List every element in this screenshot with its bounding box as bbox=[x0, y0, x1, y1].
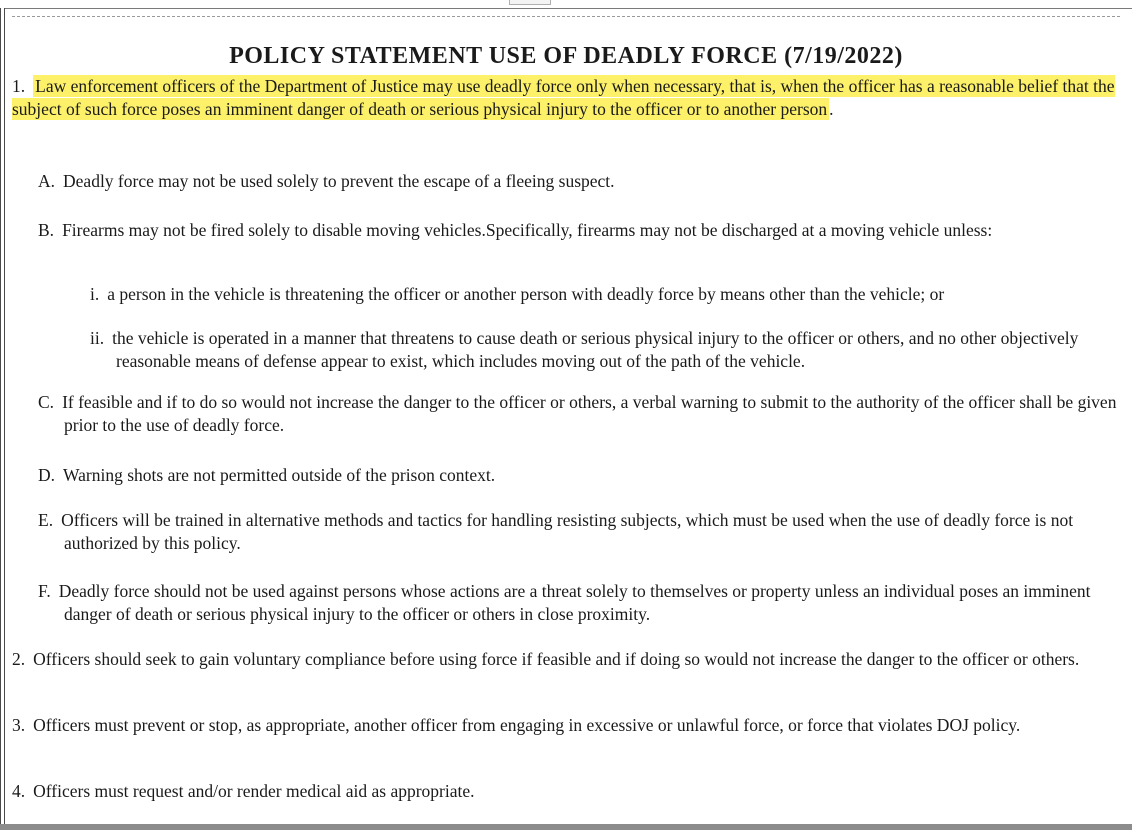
item-tail: . bbox=[829, 98, 834, 119]
item-text: Officers must prevent or stop, as appropriate, another officer from engaging in excessive or unlawful force, or force that violates DOJ policy. bbox=[33, 715, 1021, 735]
subitem-f bbox=[38, 580, 1104, 625]
item-number: 2. bbox=[12, 649, 26, 669]
subitem-b-i bbox=[90, 283, 1116, 306]
subitem-text: Deadly force may not be used solely to prevent the escape of a fleeing suspect. bbox=[63, 171, 615, 191]
subitem-b-ii bbox=[90, 327, 1106, 372]
document-title: POLICY STATEMENT USE OF DEADLY FORCE (7/19/2022) bbox=[229, 43, 903, 70]
subitem-text: If feasible and if to do so would not increase the danger to the officer or others, a verbal warning to submit to the authority of the officer shall be given prior to the use of deadly force. bbox=[62, 392, 1117, 435]
item-number: 1. bbox=[12, 76, 26, 96]
subitem-label: A. bbox=[38, 171, 56, 191]
subitem-text: Officers will be trained in alternative methods and tactics for handling resisting subjects, which must be used when the use of deadly force is not authorized by this policy. bbox=[61, 510, 1074, 553]
subitem-c bbox=[38, 391, 1130, 436]
subitem-label: C. bbox=[38, 392, 55, 412]
subitem-text: Deadly force should not be used against persons whose actions are a threat solely to themselves or property unless an individual poses an imminent danger of death or serious physical injury to the officer or others in close proximity. bbox=[58, 581, 1091, 624]
top-tab bbox=[509, 0, 551, 5]
subitem-label: F. bbox=[38, 581, 51, 601]
subitem-text: Warning shots are not permitted outside of the prison context. bbox=[63, 465, 496, 485]
subitem-e bbox=[38, 509, 1130, 554]
item-number: 4. bbox=[12, 781, 26, 801]
item-text: Officers must request and/or render medical aid as appropriate. bbox=[33, 781, 475, 801]
left-border bbox=[0, 8, 5, 824]
policy-item-4 bbox=[12, 780, 1112, 803]
subitem-label: D. bbox=[38, 465, 56, 485]
subitem-label: ii. bbox=[90, 328, 105, 348]
subitem-d bbox=[38, 464, 1104, 487]
item-text: Officers should seek to gain voluntary compliance before using force if feasible and if doing so would not increase the danger to the officer or others. bbox=[33, 649, 1080, 669]
dashed-rule bbox=[12, 16, 1120, 17]
highlighted-text: Law enforcement officers of the Department of Justice may use deadly force only when necessary, that is, when the officer has a reasonable belief that the subject of such force poses an imminent danger of death or serious physical injury to the officer or to another person bbox=[12, 76, 1115, 119]
subitem-label: i. bbox=[90, 284, 100, 304]
policy-item-3 bbox=[12, 714, 1112, 737]
subitem-text: a person in the vehicle is threatening the officer or another person with deadly force by means other than the vehicle; or bbox=[107, 284, 945, 304]
subitem-label: E. bbox=[38, 510, 54, 530]
subitem-b bbox=[38, 219, 1104, 242]
subitem-label: B. bbox=[38, 220, 55, 240]
subitem-text: the vehicle is operated in a manner that threatens to cause death or serious physical injury to the officer or others, and no other objectively reasonable means of defense appear to exist, which includes moving out of the path of the vehicle. bbox=[112, 328, 1079, 371]
policy-item-1 bbox=[12, 75, 1118, 120]
bottom-scroll-edge bbox=[0, 824, 1132, 830]
policy-item-2 bbox=[12, 648, 1112, 671]
top-border bbox=[5, 8, 1132, 9]
subitem-text: Firearms may not be fired solely to disable moving vehicles.Specifically, firearms may not be discharged at a moving vehicle unless: bbox=[62, 220, 993, 240]
item-number: 3. bbox=[12, 715, 26, 735]
subitem-a bbox=[38, 170, 1104, 193]
